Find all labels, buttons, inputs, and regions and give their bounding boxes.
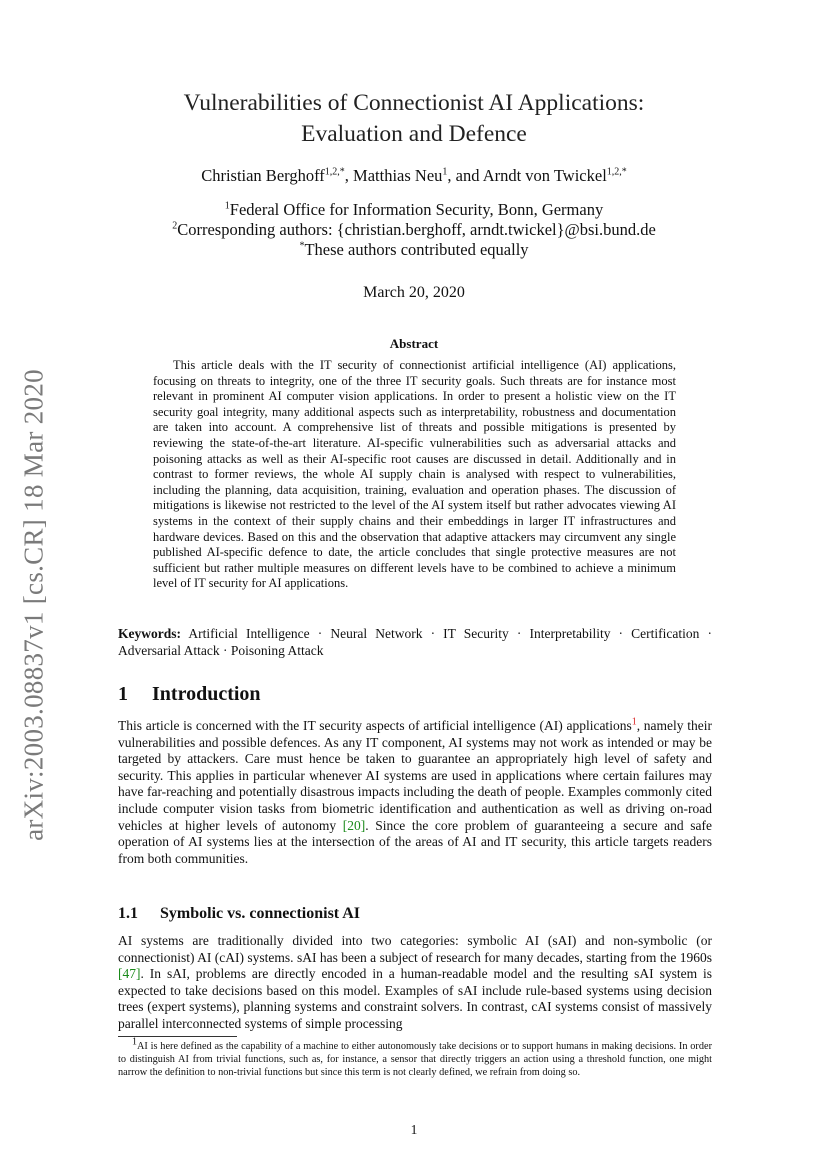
citation-link[interactable]: [20] [342, 817, 366, 833]
affil-marker: 1 [224, 200, 230, 212]
footnote-reference-link[interactable]: 1 [631, 716, 637, 728]
author-affil-marker: 1 [442, 166, 448, 178]
author-separator: , [344, 166, 354, 185]
abstract-heading: Abstract [389, 336, 439, 351]
author-affil-marker: 1,2,* [606, 166, 627, 178]
title-line-2: Evaluation and Defence [301, 121, 527, 147]
affiliation-line [0, 240, 828, 260]
section-title: Introduction [152, 683, 261, 705]
footnote-text: AI is here defined as the capability of a machine to either autonomously take decisions or to support humans in making decisions. In order to distinguish AI from trivial functions, such as, for instance, a sensor that directly triggers an action using a threshold function, one might narrow the definition to non-trivial functions but since this term is not clearly defined, we refrain from doing so. [118, 1041, 712, 1078]
affil-marker: * [299, 240, 305, 252]
keywords-label: Keywords: [118, 626, 181, 641]
affiliations [0, 200, 828, 260]
keywords [118, 626, 712, 659]
subsection-paragraph [118, 933, 712, 1033]
author-list [0, 166, 828, 186]
abstract-body: This article deals with the IT security of connectionist artificial intelligence (AI) applications, focusing on threats to integrity, one of the three IT security goals. Such threats are for instance most relevant in prominent AI computer vision applications. In order to present a holistic view on the IT security goal integrity, many additional aspects such as interpretability, robustness and documentation are taken into account. A comprehensive list of threats and possible mitigations is presented by reviewing the state-of-the-art literature. AI-specific vulnerabilities such as adversarial attacks and poisoning attacks as well as their AI-specific root causes are discussed in detail. Additionally and in contrast to former reviews, the whole AI supply chain is analysed with respect to vulnerabilities, including the planning, data acquisition, training, evaluation and operation phases. The discussion of mitigations is likewise not restricted to the level of the AI system itself but rather advocates viewing AI systems in the context of their supply chains and their embeddings in larger IT infrastructures and hardware devices. Based on this and the observation that adaptive attackers may circumvent any single published AI-specific defence to date, the article concludes that single protective measures are not sufficient but rather multiple measures on different levels have to be combined to achieve a minimum level of IT security for AI applications. [153, 358, 676, 591]
page-number: 1 [410, 1122, 418, 1137]
paper-title [0, 88, 828, 150]
footnote [118, 1036, 712, 1079]
subsection-title: Symbolic vs. connectionist AI [160, 905, 361, 922]
paragraph-text: AI systems are traditionally divided into two categories: symbolic AI (sAI) and non-symbolic (or connectionist) AI (cAI) systems. sAI has been a subject of research for many decades, starting from the 1960s [118, 933, 712, 965]
author-name: Christian Berghoff [201, 166, 325, 185]
section-number: 1 [118, 683, 128, 705]
author-affil-marker: 1,2,* [324, 166, 345, 178]
arxiv-sidebar [14, 360, 54, 850]
paragraph-text: , namely their vulnerabilities and possible defences. As any IT component, AI systems may not work as intended or may be targeted by attackers. Care must hence be taken to guarantee an appropriately high level of safety and security. This applies in particular whenever AI systems are used in applications where certain failures may have far-reaching and potentially disastrous impacts including the death of people. Examples commonly cited include computer vision tasks from biometric identification and authentication as well as driving on-road vehicles at higher levels of autonomy [118, 718, 712, 833]
equal-contribution-note: These authors contributed equally [304, 240, 529, 259]
subsection-number: 1.1 [118, 905, 138, 922]
section-heading-introduction [118, 683, 261, 706]
affiliation-text: Federal Office for Information Security, Bonn, Germany [229, 200, 604, 219]
title-line-1: Vulnerabilities of Connectionist AI Applications: [183, 90, 645, 116]
affiliation-line [0, 220, 828, 240]
affil-marker: 2 [172, 220, 178, 232]
author-name: Matthias Neu [353, 166, 443, 185]
publication-date: March 20, 2020 [363, 284, 465, 301]
footnote-marker: 1 [132, 1036, 137, 1048]
author-separator: , and [447, 166, 483, 185]
author-name: Arndt von Twickel [482, 166, 607, 185]
paragraph-text: . Since the core problem of guaranteeing a secure and safe operation of AI systems lies at the intersection of the areas of AI and IT security, this article targets readers from both communities. [118, 817, 712, 866]
paragraph-text: This article is concerned with the IT security aspects of artificial intelligence (AI) applications [118, 718, 632, 733]
subsection-heading-symbolic-vs-connectionist [118, 905, 360, 923]
citation-link[interactable]: [47] [118, 966, 141, 982]
corresponding-authors-text: Corresponding authors: {christian.berghoff, arndt.twickel}@bsi.bund.de [177, 220, 656, 239]
affiliation-line [0, 200, 828, 220]
keywords-list: Artificial Intelligence · Neural Network · IT Security · Interpretability · Certification · Adversarial Attack · Poisoning Attack [118, 626, 712, 658]
paragraph-text: . In sAI, problems are directly encoded in a human-readable model and the resulting sAI system is expected to take decisions based on this model. Examples of sAI include rule-based systems using decision trees (expert systems), planning systems and constraint solvers. In contrast, cAI systems consist of massively parallel interconnected systems of simple processing [118, 966, 712, 1031]
introduction-paragraph [118, 718, 712, 867]
arxiv-identifier: arXiv:2003.08837v1 [cs.CR] 18 Mar 2020 [18, 369, 49, 841]
